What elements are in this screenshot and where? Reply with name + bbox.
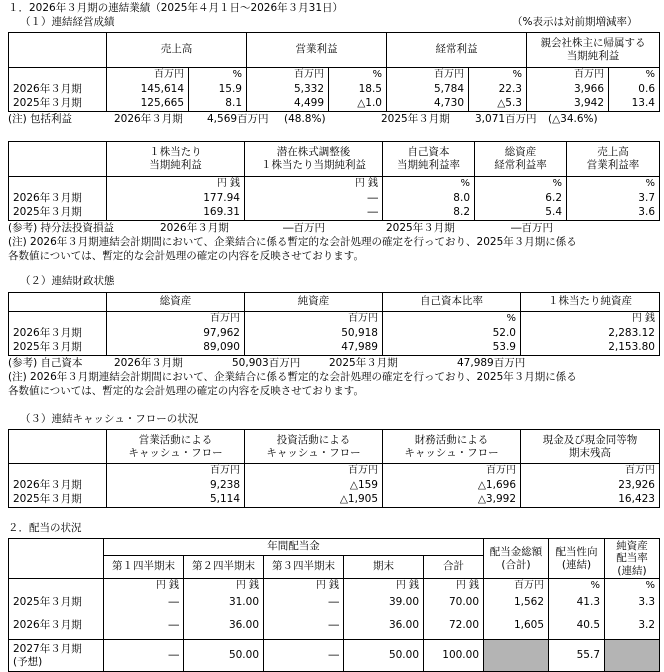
row-label: 2026年３月期 xyxy=(9,612,104,640)
header-total-assets: 総資産 xyxy=(107,293,245,312)
value-cell: 97,962 xyxy=(107,327,245,341)
unit-cell: % xyxy=(383,177,475,192)
unit-row-label xyxy=(9,579,104,594)
yoy-note: （%表示は対前期増減率） xyxy=(512,16,638,28)
header-dividend-on-equity: 純資産 配当率 (連結) xyxy=(605,539,660,579)
value-cell: 36.00 xyxy=(184,612,264,640)
row-label: 2026年３月期 xyxy=(9,83,107,97)
header-bps: １株当たり純資産 xyxy=(521,293,660,312)
operating-results-table xyxy=(8,32,660,112)
value-cell: 89,090 xyxy=(107,341,245,356)
forecast-value-cell: ― xyxy=(264,640,344,672)
unit-cell: % xyxy=(549,579,605,594)
unit-cell: 円 銭 xyxy=(104,579,184,594)
unit-cell: 百万円 xyxy=(383,464,521,479)
unit-cell: 百万円 xyxy=(247,68,329,83)
value-cell: 4,499 xyxy=(247,97,329,112)
header-roe: 自己資本 当期純利益率 xyxy=(383,142,475,177)
header-investing-cf: 投資活動による キャッシュ・フロー xyxy=(245,430,383,464)
unit-cell: 円 銭 xyxy=(424,579,484,594)
header-net-assets: 純資産 xyxy=(245,293,383,312)
value-cell: △5.3 xyxy=(469,97,527,112)
equity-method-prev-value: ―百万円 xyxy=(511,222,553,234)
value-cell: 3,966 xyxy=(527,83,609,97)
equity-method-prev-label: 2025年３月期 xyxy=(386,222,455,234)
value-cell: 125,665 xyxy=(107,97,189,112)
header-ordinary-profit: 経常利益 xyxy=(387,33,527,68)
value-cell: 8.0 xyxy=(383,192,475,206)
corner-cell xyxy=(9,539,104,579)
unit-cell: % xyxy=(605,579,660,594)
header-net-sales: 売上高 xyxy=(107,33,247,68)
report-title: １．2026年３月期の連結業績（2025年４月１日～2026年３月31日） xyxy=(8,2,344,14)
value-cell: 5,784 xyxy=(387,83,469,97)
row-label: 2026年３月期 xyxy=(9,479,107,493)
value-cell: 0.6 xyxy=(609,83,660,97)
value-cell: 1,562 xyxy=(484,594,549,612)
value-cell: 2,283.12 xyxy=(521,327,660,341)
value-cell: △159 xyxy=(245,479,383,493)
value-cell: 70.00 xyxy=(424,594,484,612)
equity-capital-label: (参考) 自己資本 xyxy=(8,357,83,369)
row-label: 2025年３月期 xyxy=(9,206,107,221)
header-year-end: 期末 xyxy=(344,556,424,579)
value-cell: ― xyxy=(104,612,184,640)
corner-cell xyxy=(9,33,107,68)
per-share-ratios-table xyxy=(8,141,660,221)
row-label: 2025年３月期 xyxy=(9,97,107,112)
comprehensive-income-prev-pct: (△34.6%) xyxy=(548,113,598,125)
equity-method-cur-label: 2026年３月期 xyxy=(160,222,229,234)
value-cell: 3.7 xyxy=(567,192,660,206)
header-q2: 第２四半期末 xyxy=(184,556,264,579)
value-cell: 169.31 xyxy=(107,206,245,221)
value-cell: 3.6 xyxy=(567,206,660,221)
value-cell: 22.3 xyxy=(469,83,527,97)
comprehensive-income-cur-label: 2026年３月期 xyxy=(114,113,183,125)
section-heading-dividends: ２．配当の状況 xyxy=(8,522,82,534)
header-q1: 第１四半期末 xyxy=(104,556,184,579)
unit-cell: 円 銭 xyxy=(184,579,264,594)
header-payout-ratio: 配当性向 (連結) xyxy=(549,539,605,579)
header-operating-profit: 営業利益 xyxy=(247,33,387,68)
section-heading-financial-position: （２）連結財政状態 xyxy=(20,275,115,287)
value-cell: 1,605 xyxy=(484,612,549,640)
value-cell: △1,696 xyxy=(383,479,521,493)
value-cell: 5,332 xyxy=(247,83,329,97)
unit-cell: 百万円 xyxy=(245,312,383,327)
unit-row-label xyxy=(9,464,107,479)
value-cell: 13.4 xyxy=(609,97,660,112)
value-cell: 2,153.80 xyxy=(521,341,660,356)
unit-cell: 円 銭 xyxy=(264,579,344,594)
unit-cell: 円 銭 xyxy=(245,177,383,192)
header-equity-ratio: 自己資本比率 xyxy=(383,293,521,312)
provisional-accounting-note: (注) 2026年３月期連結会計期間において、企業結合に係る暫定的な会計処理の確定を行っており、2025年３月期に係る xyxy=(8,371,577,383)
value-cell: 15.9 xyxy=(189,83,247,97)
value-cell: 4,730 xyxy=(387,97,469,112)
unit-row-label xyxy=(9,177,107,192)
forecast-value-cell: ― xyxy=(104,640,184,672)
unit-cell: % xyxy=(475,177,567,192)
value-cell: 6.2 xyxy=(475,192,567,206)
unit-cell: 百万円 xyxy=(245,464,383,479)
section-heading-cash-flows: （３）連結キャッシュ・フローの状況 xyxy=(20,413,199,425)
header-eps: １株当たり 当期純利益 xyxy=(107,142,245,177)
value-cell: 23,926 xyxy=(521,479,660,493)
cash-flows-table xyxy=(8,429,660,508)
forecast-value-cell: 50.00 xyxy=(184,640,264,672)
corner-cell xyxy=(9,430,107,464)
unit-cell: 百万円 xyxy=(107,312,245,327)
unit-cell: 円 銭 xyxy=(344,579,424,594)
unit-cell: 百万円 xyxy=(521,464,660,479)
header-annual-dividends: 年間配当金 xyxy=(104,539,484,556)
value-cell: 3.3 xyxy=(605,594,660,612)
provisional-accounting-note-cont: 各数値については、暫定的な会計処理の確定の内容を反映させております。 xyxy=(8,250,364,262)
equity-capital-cur-label: 2026年３月期 xyxy=(114,357,183,369)
row-label: 2025年３月期 xyxy=(9,341,107,356)
comprehensive-income-cur-value: 4,569百万円 xyxy=(207,113,269,125)
header-q3: 第３四半期末 xyxy=(264,556,344,579)
value-cell: 8.2 xyxy=(383,206,475,221)
header-financing-cf: 財務活動による キャッシュ・フロー xyxy=(383,430,521,464)
header-roa: 総資産 経常利益率 xyxy=(475,142,567,177)
forecast-shaded-cell xyxy=(605,640,660,672)
unit-cell: 円 銭 xyxy=(107,177,245,192)
value-cell: 72.00 xyxy=(424,612,484,640)
value-cell: 16,423 xyxy=(521,493,660,508)
header-operating-margin: 売上高 営業利益率 xyxy=(567,142,660,177)
value-cell: ― xyxy=(264,612,344,640)
unit-cell: % xyxy=(609,68,660,83)
unit-cell: % xyxy=(469,68,527,83)
section-heading-operating-results: （１）連結経営成績 xyxy=(20,16,115,28)
unit-cell: 円 銭 xyxy=(521,312,660,327)
unit-cell: 百万円 xyxy=(107,68,189,83)
equity-capital-prev-label: 2025年３月期 xyxy=(329,357,398,369)
equity-capital-cur-value: 50,903百万円 xyxy=(232,357,301,369)
forecast-value-cell: 55.7 xyxy=(549,640,605,672)
value-cell: 5.4 xyxy=(475,206,567,221)
forecast-value-cell: 100.00 xyxy=(424,640,484,672)
header-net-income-parent: 親会社株主に帰属する 当期純利益 xyxy=(527,33,660,68)
value-cell: 18.5 xyxy=(329,83,387,97)
value-cell: 53.9 xyxy=(383,341,521,356)
comprehensive-income-prev-value: 3,071百万円 xyxy=(475,113,537,125)
unit-row-label xyxy=(9,68,107,83)
row-label: 2025年３月期 xyxy=(9,594,104,612)
value-cell: 47,989 xyxy=(245,341,383,356)
comprehensive-income-cur-pct: (48.8%) xyxy=(284,113,326,125)
forecast-value-cell: 50.00 xyxy=(344,640,424,672)
row-label: 2026年３月期 xyxy=(9,327,107,341)
value-cell: ― xyxy=(104,594,184,612)
unit-cell: 百万円 xyxy=(387,68,469,83)
value-cell: ― xyxy=(264,594,344,612)
value-cell: 50,918 xyxy=(245,327,383,341)
row-label: 2026年３月期 xyxy=(9,192,107,206)
unit-cell: % xyxy=(189,68,247,83)
value-cell: 5,114 xyxy=(107,493,245,508)
corner-cell xyxy=(9,293,107,312)
unit-cell: % xyxy=(567,177,660,192)
header-total-dividends: 配当金総額 (合計) xyxy=(484,539,549,579)
corner-cell xyxy=(9,142,107,177)
value-cell: 3,942 xyxy=(527,97,609,112)
value-cell: 36.00 xyxy=(344,612,424,640)
dividends-table xyxy=(8,538,660,672)
forecast-shaded-cell xyxy=(484,640,549,672)
equity-capital-prev-value: 47,989百万円 xyxy=(457,357,526,369)
value-cell: 145,614 xyxy=(107,83,189,97)
header-diluted-eps: 潜在株式調整後 １株当たり当期純利益 xyxy=(245,142,383,177)
row-label: 2025年３月期 xyxy=(9,493,107,508)
equity-method-cur-value: ―百万円 xyxy=(283,222,325,234)
provisional-accounting-note: (注) 2026年３月期連結会計期間において、企業結合に係る暫定的な会計処理の確定を行っており、2025年３月期に係る xyxy=(8,236,577,248)
header-total: 合計 xyxy=(424,556,484,579)
comprehensive-income-label: (注) 包括利益 xyxy=(8,113,73,125)
value-cell: 9,238 xyxy=(107,479,245,493)
header-cash-ending: 現金及び現金同等物 期末残高 xyxy=(521,430,660,464)
value-cell: ― xyxy=(245,206,383,221)
comprehensive-income-prev-label: 2025年３月期 xyxy=(381,113,450,125)
value-cell: 8.1 xyxy=(189,97,247,112)
unit-cell: 百万円 xyxy=(527,68,609,83)
unit-cell: % xyxy=(383,312,521,327)
value-cell: ― xyxy=(245,192,383,206)
unit-row-label xyxy=(9,312,107,327)
value-cell: 3.2 xyxy=(605,612,660,640)
financial-position-table xyxy=(8,292,660,356)
value-cell: 52.0 xyxy=(383,327,521,341)
value-cell: △1,905 xyxy=(245,493,383,508)
unit-cell: 百万円 xyxy=(107,464,245,479)
value-cell: 39.00 xyxy=(344,594,424,612)
provisional-accounting-note-cont: 各数値については、暫定的な会計処理の確定の内容を反映させております。 xyxy=(8,385,364,397)
unit-cell: 百万円 xyxy=(484,579,549,594)
value-cell: 31.00 xyxy=(184,594,264,612)
value-cell: 177.94 xyxy=(107,192,245,206)
value-cell: 40.5 xyxy=(549,612,605,640)
unit-cell: % xyxy=(329,68,387,83)
equity-method-label: (参考) 持分法投資損益 xyxy=(8,222,115,234)
value-cell: △1.0 xyxy=(329,97,387,112)
value-cell: △3,992 xyxy=(383,493,521,508)
forecast-row-label: 2027年３月期 (予想) xyxy=(9,640,104,672)
value-cell: 41.3 xyxy=(549,594,605,612)
header-operating-cf: 営業活動による キャッシュ・フロー xyxy=(107,430,245,464)
